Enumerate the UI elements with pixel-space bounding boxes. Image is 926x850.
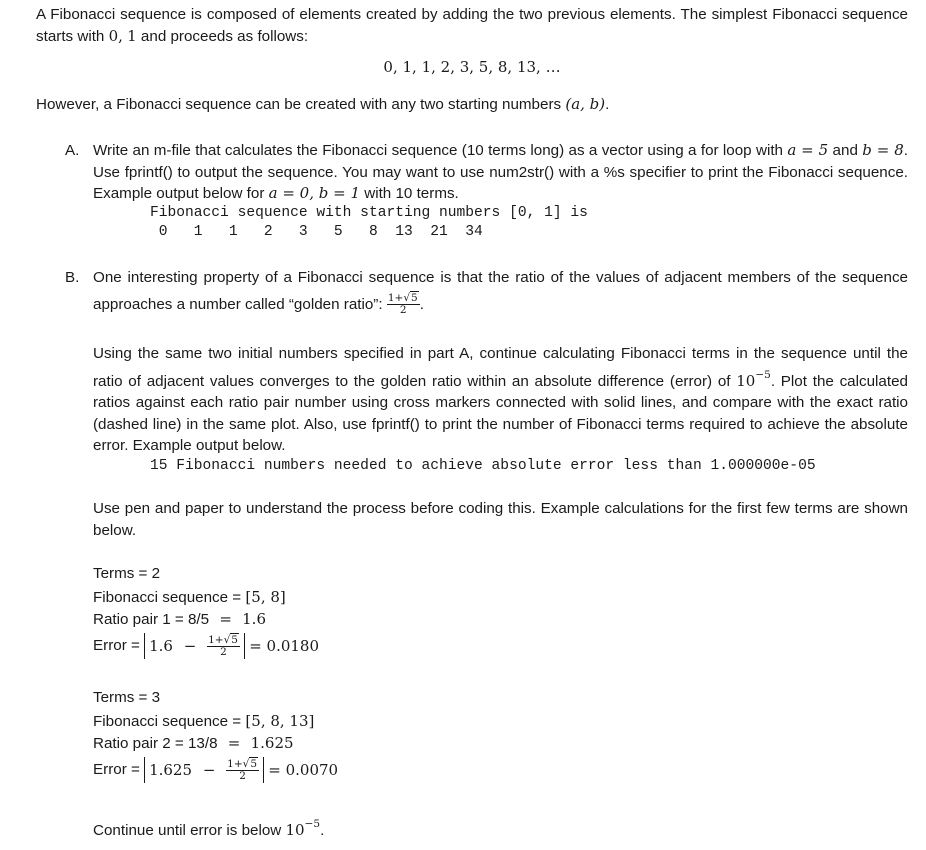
- however-text: However, a Fibonacci sequence can be created with any two starting numbers: [36, 96, 562, 113]
- example1-frac-root: 5: [231, 634, 238, 646]
- closing-line: [93, 812, 324, 843]
- part-a-text-2: . Use fprintf() to output the sequence. You may want to use num2str() with a %s specifier to print the Fibonacci sequence. Example output below for: [93, 142, 908, 202]
- example1-frac-num: 1+: [208, 634, 224, 646]
- example2-minus: −: [202, 760, 216, 779]
- example1-golden-fraction: [207, 635, 240, 658]
- part-a-condition: a = 0, b = 1: [268, 184, 361, 202]
- example1-ratio: [93, 608, 319, 631]
- example1-ratio-value: 1.6: [242, 610, 266, 628]
- example2-error-label: Error =: [93, 761, 140, 778]
- example2-seq-label: Fibonacci sequence =: [93, 712, 242, 730]
- example2-abs-value: 1.625: [149, 760, 193, 779]
- intro-text-end: and proceeds as follows:: [140, 27, 309, 45]
- part-b-output: 15 Fibonacci numbers needed to achieve absolute error less than 1.000000e-05: [150, 458, 816, 474]
- part-b-paragraph-3: Use pen and paper to understand the process before coding this. Example calculations for the first few terms are shown below.: [93, 500, 908, 539]
- part-b-paragraph: [65, 264, 908, 318]
- intro-zero: 0,: [108, 26, 123, 45]
- part-b-paragraph-2: [93, 343, 908, 457]
- example-terms-3: [93, 687, 338, 785]
- example1-error-label: Error =: [93, 637, 140, 654]
- example1-abs-value: 1.6: [149, 636, 173, 655]
- however-pair: (a, b): [565, 95, 606, 113]
- example1-seq-value: [5, 8]: [245, 587, 286, 606]
- golden-ratio-numerator: 1+: [387, 292, 404, 305]
- closing-dot: .: [320, 822, 325, 839]
- example2-seq-value: [5, 8, 13]: [245, 711, 315, 730]
- example2-frac-root: 5: [250, 758, 258, 770]
- part-a-b-value: b = 8: [862, 141, 904, 159]
- part-b-label: B.: [65, 269, 80, 286]
- intro-paragraph: [36, 4, 908, 47]
- example2-frac-den: 2: [239, 770, 246, 782]
- part-a-text-1: Write an m-file that calculates the Fibonacci sequence (10 terms long) as a vector using a for loop with: [93, 142, 783, 159]
- part-a-output-line-1: Fibonacci sequence with starting numbers [0, 1] is: [150, 205, 588, 221]
- example1-ratio-label: Ratio pair 1 = 8/5: [93, 611, 210, 628]
- however-period: .: [605, 96, 610, 113]
- example2-ratio-value: 1.625: [250, 734, 294, 752]
- closing-text: Continue until error is below: [93, 822, 282, 839]
- example2-error: [93, 755, 338, 785]
- intro-one: 1: [127, 26, 137, 45]
- golden-ratio-denominator: 2: [399, 304, 407, 317]
- part-a-and: and: [832, 142, 858, 159]
- example2-abs: [144, 757, 264, 783]
- example1-error: [93, 631, 319, 661]
- however-paragraph: [36, 94, 908, 116]
- example1-ratio-eq: =: [219, 610, 232, 628]
- example1-seq-label: Fibonacci sequence =: [93, 588, 242, 606]
- example1-abs: [144, 633, 245, 659]
- golden-ratio-root: 5: [411, 292, 418, 305]
- example2-result: = 0.0070: [268, 760, 339, 779]
- example1-minus: −: [183, 636, 197, 655]
- part-b-text-2-rest: . Plot the calculated ratios against each ratio pair number using cross markers connected with solid lines, and compare with the exact ratio (dashed line) in the same plot. Also, use fprintf() to print the number of Fibonacci terms required to achieve the absolute error. Example output below.: [93, 372, 908, 454]
- example2-golden-fraction: [226, 759, 259, 782]
- part-a-a-value: a = 5: [787, 141, 829, 159]
- part-a-paragraph: [65, 140, 908, 205]
- part-b-tolerance-exp: −5: [755, 368, 771, 381]
- example-terms-2: [93, 563, 319, 661]
- part-b-text-1: One interesting property of a Fibonacci sequence is that the ratio of the values of adjacent members of the sequence approaches a number called “golden ratio”:: [93, 269, 908, 313]
- sqrt-icon: √5: [223, 634, 238, 646]
- example2-ratio-label: Ratio pair 2 = 13/8: [93, 735, 218, 752]
- golden-ratio-fraction: [387, 293, 420, 316]
- example2-frac-num: 1+: [227, 758, 243, 770]
- example1-terms: Terms = 2: [93, 565, 161, 582]
- part-b-tolerance-base: 10: [736, 371, 756, 390]
- example1-sequence: [93, 586, 319, 609]
- example2-sequence: [93, 710, 338, 733]
- example2-ratio-eq: =: [227, 734, 241, 752]
- closing-exp: −5: [304, 818, 321, 830]
- part-a-label: A.: [65, 142, 80, 159]
- intro-text: A Fibonacci sequence is composed of elements created by adding the two previous elements. The simplest Fibonacci sequence starts with: [36, 6, 908, 45]
- example2-ratio: [93, 732, 338, 755]
- part-b-end-dot: .: [419, 296, 424, 313]
- example1-frac-den: 2: [220, 646, 227, 658]
- sqrt-icon: √5: [403, 292, 418, 305]
- sqrt-icon: √5: [242, 758, 258, 770]
- example1-result: = 0.0180: [249, 636, 320, 655]
- example2-terms: Terms = 3: [93, 689, 161, 706]
- part-b-text-2: Using the same two initial numbers specified in part A, continue calculating Fibonacci terms in the sequence until the ratio of adjacent values converges to the golden ratio within an absolute difference (error) of: [93, 345, 908, 390]
- part-a-output-line-2: 0 1 1 2 3 5 8 13 21 34: [150, 224, 483, 240]
- intro-sequence: 0, 1, 1, 2, 3, 5, 8, 13, …: [383, 58, 561, 76]
- closing-base: 10: [285, 821, 305, 839]
- part-a-text-3: with 10 terms.: [364, 185, 459, 202]
